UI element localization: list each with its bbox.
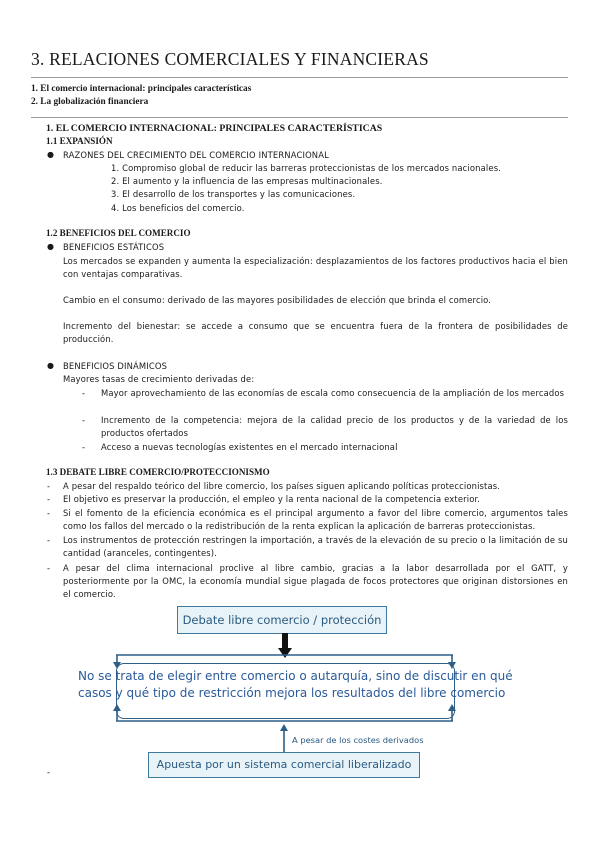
list-item: Incremento de la competencia: mejora de la calidad precio de los productos y de la variedad de los productos ofertados xyxy=(101,415,568,439)
paragraph: Incremento del bienestar: se accede a consumo que se encuentra fuera de la frontera de posibilidades de producción. xyxy=(63,321,568,345)
list-item: Los instrumentos de protección restringen la importación, a través de la elevación de su precio o la limitación de su cantidad (aranceles, contingentes). xyxy=(63,535,568,559)
list-item: Mayor aprovechamiento de las economías de escala como consecuencia de la ampliación de los mercados xyxy=(101,388,565,398)
dash-icon: - xyxy=(47,494,51,504)
section-heading: 1. EL COMERCIO INTERNACIONAL: PRINCIPALES CARACTERÍSTICAS xyxy=(46,123,383,134)
toc-item-2[interactable]: 2. La globalización financiera xyxy=(31,97,149,107)
list-item: 2. El aumento y la influencia de las empresas multinacionales. xyxy=(111,176,383,186)
dash-icon: - xyxy=(82,442,86,452)
dash-icon: - xyxy=(47,481,51,491)
list-item: A pesar del clima internacional proclive al libre cambio, gracias a la labor desarrollada por el GATT, y posteriormente por la OMC, la economía mundial sigue plagada de focos protectores que originan distorsiones en el comercio. xyxy=(63,563,568,600)
bullet-icon: ● xyxy=(47,150,54,159)
page-title: 3. RELACIONES COMERCIALES Y FINANCIERAS xyxy=(31,49,429,69)
diagram-bottom-box: Apuesta por un sistema comercial liberalizado xyxy=(148,752,420,778)
dash-icon: - xyxy=(47,508,51,518)
diagram-top-box: Debate libre comercio / protección xyxy=(177,606,387,634)
list-item: 4. Los beneficios del comercio. xyxy=(111,203,245,213)
bullet-label: BENEFICIOS ESTÁTICOS xyxy=(63,242,165,252)
dash-icon: - xyxy=(82,415,86,425)
list-item: 1. Compromiso global de reducir las barreras proteccionistas de los mercados nacionales. xyxy=(111,163,502,173)
dash-icon: - xyxy=(47,563,51,573)
down-arrow-head xyxy=(278,648,292,658)
list-item: 3. El desarrollo de los transportes y las comunicaciones. xyxy=(111,189,356,199)
subsection-heading: 1.3 DEBATE LIBRE COMERCIO/PROTECCIONISMO xyxy=(46,467,270,477)
arrow-head xyxy=(280,724,288,731)
down-arrow-shaft xyxy=(282,633,288,648)
paragraph: Cambio en el consumo: derivado de las mayores posibilidades de elección que brinda el comercio. xyxy=(63,295,492,305)
subsection-heading: 1.1 EXPANSIÓN xyxy=(46,136,113,146)
diagram-middle-text: No se trata de elegir entre comercio o autarquía, sino de discutir en qué casos y qué tipo de restricción mejora los resultados del libre comercio xyxy=(78,669,513,700)
toc-item-1[interactable]: 1. El comercio internacional: principales características xyxy=(31,84,252,94)
list-item: A pesar del respaldo teórico del libre comercio, los países siguen aplicando políticas proteccionistas. xyxy=(63,481,501,491)
paragraph: Mayores tasas de crecimiento derivadas de: xyxy=(63,374,255,384)
dash-icon: - xyxy=(47,535,51,545)
dash-icon: - xyxy=(82,388,86,398)
bullet-label: BENEFICIOS DINÁMICOS xyxy=(63,361,168,371)
bullet-icon: ● xyxy=(47,361,54,370)
list-item: Si el fomento de la eficiencia económica es el principal argumento a favor del libre comercio, argumentos tales como los fallos del mercado o la redistribución de la renta explican la aplicación de barreras proteccionistas. xyxy=(63,508,568,532)
paragraph: Los mercados se expanden y aumenta la especialización: desplazamientos de los factores productivos hacia el bien con ventajas comparativas. xyxy=(63,256,568,280)
trailing-dash: - xyxy=(47,767,51,777)
list-item: El objetivo es preservar la producción, el empleo y la renta nacional de la competencia exterior. xyxy=(63,494,481,504)
bullet-label: RAZONES DEL CRECIMIENTO DEL COMERCIO INTERNACIONAL xyxy=(63,150,329,160)
list-item: Acceso a nuevas tecnologías existentes en el mercado internacional xyxy=(101,442,398,452)
diagram-note: A pesar de los costes derivados xyxy=(292,735,424,745)
bullet-icon: ● xyxy=(47,242,54,251)
subsection-heading: 1.2 BENEFICIOS DEL COMERCIO xyxy=(46,228,191,238)
divider xyxy=(31,77,568,78)
divider xyxy=(31,117,568,118)
